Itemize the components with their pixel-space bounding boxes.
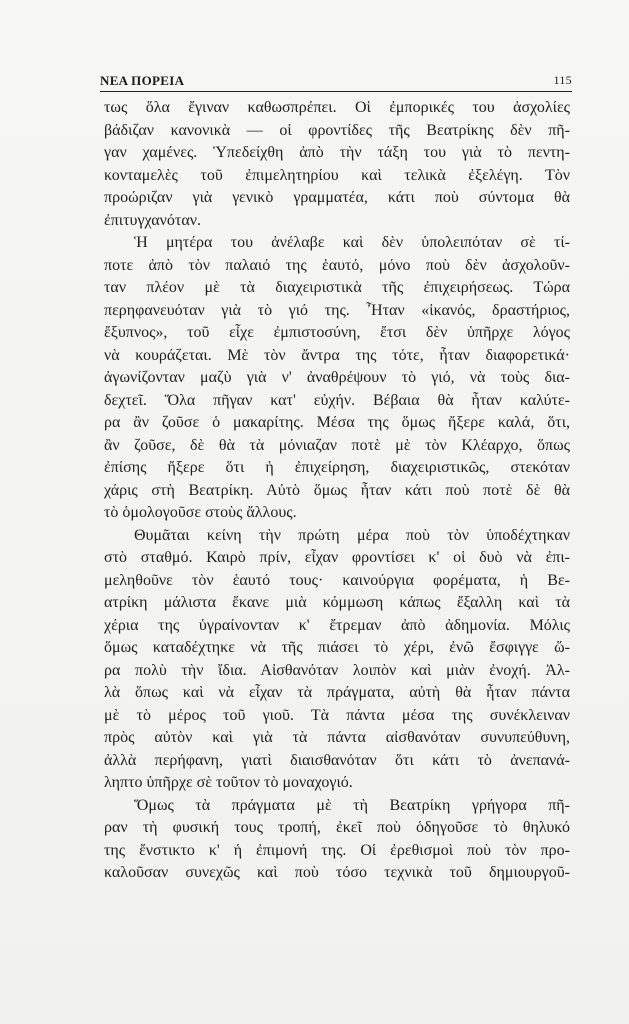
text-line: νὰ κουράζεται. Μὲ τὸν ἄντρα της τότε, ἦταν διαφορετικά· [104,346,570,364]
text-line: ρα πολὺ τὴν ἴδια. Αἰσθανόταν λοιπὸν καὶ μιὰν ἐνοχή. Ἀλ- [104,661,570,679]
text-line: μεληθοῦνε τὸν ἑαυτό τους· καινούργια φορέματα, ἡ Βε- [104,571,570,589]
text-line: χάρις στὴ Βεατρίκη. Αὐτὸ ὅμως ἦταν κάτι ποὺ ποτὲ δὲ θὰ [104,481,570,499]
text-line: Θυμᾶται κείνη τὴν πρώτη μέρα ποὺ τὸν ὑποδέχτηκαν [134,526,570,544]
text-line: λὰ ὅπως καὶ νὰ εἶχαν τὰ πράγματα, αὐτὴ θὰ ἦταν πάντα [104,684,570,701]
text-line: Ὅμως τὰ πράγματα μὲ τὴ Βεατρίκη γρήγορα πῆ- [134,796,570,814]
text-line: χέρια της ὑγραίνονταν κ' ἔτρεμαν ἀπὸ ἀδημονία. Μόλις [104,616,570,634]
text-line: δεχτεῖ. Ὅλα πῆγαν κατ' εὐχήν. Βέβαια θὰ ἦταν καλύτε- [104,391,570,409]
header-rule [100,91,572,92]
text-line: τὸ ὁμολογοῦσε στοὺς ἄλλους. [104,504,297,521]
text-line: τως ὅλα ἔγιναν καθωσπρέπει. Οἱ ἐμπορικές του ἀσχολίες [104,99,570,116]
text-line: ατρίκη μάλιστα ἔκανε μιὰ κόμμωση κάπως ἔξαλλη καὶ τὰ [104,594,570,611]
text-line: της ἔνστικτο κ' ἡ ἐπιμονή της. Οἱ ἐρεθισμοὶ ποὺ τὸν προ- [104,841,570,859]
text-line: ληπτο ὑπῆρχε σὲ τοῦτον τὸ μοναχογιό. [104,774,353,791]
text-line: ραν τὴ φυσική τους τροπή, ἐκεῖ ποὺ ὁδηγοῦσε τὸ θηλυκό [104,819,570,836]
page-number: 115 [553,73,572,87]
text-line: ποτε ἀπὸ τὸν παλαιό της ἑαυτό, μόνο ποὺ δὲν ἀσχολοῦν- [104,256,570,274]
text-line: στὸ σταθμό. Καιρὸ πρίν, εἶχαν φροντίσει κ' οἱ δυὸ νὰ ἐπι- [104,549,570,566]
text-line: ἐπιτυγχανόταν. [104,211,201,229]
text-line: βάδιζαν κανονικὰ — οἱ φροντίδες τῆς Βεατρίκης δὲν πῆ- [104,121,570,139]
text-line: ἔξυπνος», τοῦ εἶχε ἐμπιστοσύνη, ἔτσι δὲν ὑπῆρχε λόγος [104,324,570,341]
text-line: Ἡ μητέρα του ἀνέλαβε καὶ δὲν ὑπολειπόταν σὲ τί- [134,234,570,251]
text-line: γαν χαμένες. Ὑπεδείχθη ἀπὸ τὴν τάξη του γιὰ τὸ πεντη- [104,144,570,161]
text-line: ἀγωνίζονταν μαζὺ γιὰ ν' ἀναθρέψουν τὸ γιό, νὰ τοὺς δια- [104,369,570,386]
text-line: μὲ τὸ μέρος τοῦ γιοῦ. Τὰ πάντα μέσα της συνέκλειναν [104,706,570,724]
text-line: ταν πλέον μὲ τὰ διαχειριστικὰ τῆς ἐπιχειρήσεως. Τώρα [104,279,570,296]
text-line: κονταμελὲς τοῦ ἐπιμελητηρίου καὶ τελικὰ ἐξελέγη. Τὸν [104,166,570,184]
text-line: ὅμως καταδέχτηκε νὰ τῆς πιάσει τὸ χέρι, ἐνῶ ἔσφιγγε ὥ- [104,639,570,656]
text-line: ἂν ζοῦσε, δὲ θὰ τὰ μόνιαζαν ποτὲ μὲ τὸν Κλέαρχο, ὅπως [104,436,570,454]
body-text [104,97,570,885]
text-line: πρὸς αὐτὸν καὶ γιὰ τὰ πάντα αἰσθανόταν συνυπεύθυνη, [104,729,570,746]
text-line: ἀλλὰ περήφανη, γιατὶ διαισθανόταν ὅτι κάτι τὸ ἀνεπανά- [104,751,570,769]
journal-title: ΝΕΑ ΠΟΡΕΙΑ [100,73,185,88]
text-line: ἐπίσης ἤξερε ὅτι ἡ ἐπιχείρηση, διαχειριστικῶς, στεκόταν [104,459,570,476]
text-line: ρα ἂν ζοῦσε ὁ μακαρίτης. Μέσα της ὅμως ἤξερε καλά, ὅτι, [104,414,570,431]
text-line: προώριζαν γιὰ γενικὸ γραμματέα, κάτι ποὺ σύντομα θὰ [104,189,570,206]
text-line: καλοῦσαν συνεχῶς καὶ ποὺ τόσο τεχνικὰ τοῦ δημιουργοῦ- [104,864,570,881]
running-head [100,71,572,91]
text-line: περηφανευόταν γιὰ τὸ γιό της. Ἦταν «ἱκανός, δραστήριος, [104,301,570,319]
